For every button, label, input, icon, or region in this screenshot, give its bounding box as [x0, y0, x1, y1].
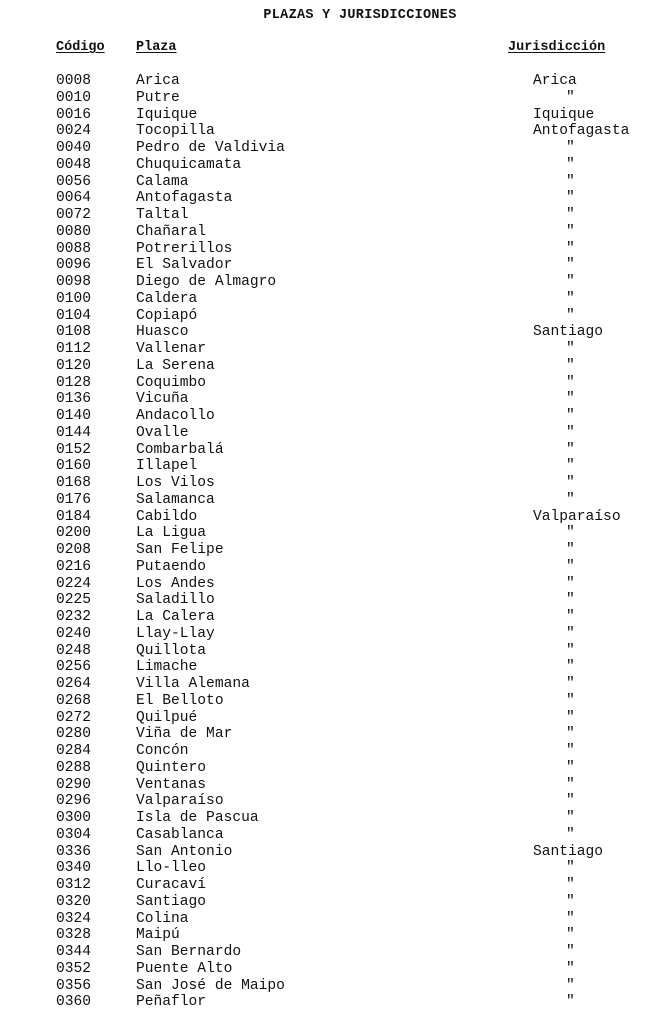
row-jurisdiction: "	[566, 910, 575, 927]
row-jurisdiction: Iquique	[533, 106, 595, 123]
row-jurisdiction: "	[566, 743, 575, 759]
row-code: 0290	[56, 776, 92, 793]
page-title: PLAZAS Y JURISDICCIONES	[263, 8, 457, 23]
row-jurisdiction: "	[566, 190, 575, 207]
row-jurisdiction: "	[566, 826, 575, 843]
row-plaza: Copiapó	[136, 307, 198, 324]
row-jurisdiction: "	[566, 89, 575, 106]
row-plaza: San José de Maipo	[136, 977, 285, 994]
table-row	[0, 760, 648, 777]
table-row	[0, 341, 648, 358]
row-jurisdiction: "	[566, 927, 575, 944]
table-row	[0, 492, 648, 509]
table-row	[0, 844, 648, 861]
row-code: 0264	[56, 676, 92, 692]
row-code: 0056	[56, 173, 92, 190]
row-code: 0240	[56, 625, 92, 642]
row-jurisdiction: "	[566, 391, 575, 408]
row-code: 0096	[56, 257, 92, 274]
row-code: 0136	[56, 391, 92, 408]
row-jurisdiction: "	[566, 290, 575, 307]
row-plaza: Tocopilla	[136, 123, 215, 140]
table-row	[0, 710, 648, 727]
row-plaza: Limache	[136, 659, 198, 676]
row-plaza: Maipú	[136, 927, 180, 944]
row-jurisdiction: "	[566, 659, 575, 676]
row-code: 0140	[56, 408, 92, 424]
table-row	[0, 174, 648, 191]
row-code: 0168	[56, 475, 92, 491]
row-jurisdiction: "	[566, 676, 575, 692]
row-code: 0104	[56, 307, 92, 324]
row-jurisdiction: "	[566, 810, 575, 826]
row-code: 0176	[56, 491, 92, 508]
table-row	[0, 224, 648, 241]
row-code: 0304	[56, 826, 92, 843]
row-code: 0152	[56, 441, 92, 458]
row-plaza: Illapel	[136, 458, 198, 475]
table-row	[0, 257, 648, 274]
row-plaza: Ventanas	[136, 776, 207, 793]
row-jurisdiction: "	[566, 726, 575, 743]
row-plaza: Saladillo	[136, 592, 215, 609]
table-row	[0, 207, 648, 224]
table-row	[0, 877, 648, 894]
row-jurisdiction: "	[566, 893, 575, 910]
row-code: 0284	[56, 743, 92, 759]
table-row	[0, 609, 648, 626]
table-row	[0, 542, 648, 559]
row-plaza: Colina	[136, 910, 189, 927]
row-jurisdiction: "	[566, 475, 575, 491]
row-jurisdiction: "	[566, 877, 575, 893]
row-plaza: Quillota	[136, 642, 207, 659]
table-row	[0, 509, 648, 526]
row-code: 0272	[56, 709, 92, 726]
row-plaza: Quintero	[136, 759, 207, 776]
table-row	[0, 961, 648, 978]
column-header-plaza: Plaza	[136, 40, 177, 55]
row-plaza: Pedro de Valdivia	[136, 140, 285, 156]
row-jurisdiction: "	[566, 223, 575, 240]
row-jurisdiction: "	[566, 207, 575, 223]
row-jurisdiction: Valparaíso	[533, 508, 621, 525]
table-row	[0, 810, 648, 827]
row-jurisdiction: "	[566, 357, 575, 374]
row-jurisdiction: "	[566, 173, 575, 190]
row-code: 0225	[56, 592, 92, 609]
row-plaza: Casablanca	[136, 826, 224, 843]
row-jurisdiction: "	[566, 759, 575, 776]
row-code: 0280	[56, 726, 92, 743]
table-row	[0, 827, 648, 844]
row-jurisdiction: "	[566, 408, 575, 424]
row-code: 0288	[56, 759, 92, 776]
table-row	[0, 107, 648, 124]
row-code: 0048	[56, 156, 92, 173]
row-code: 0200	[56, 525, 92, 542]
row-jurisdiction: "	[566, 609, 575, 625]
table-row	[0, 475, 648, 492]
row-code: 0360	[56, 994, 92, 1011]
row-jurisdiction: Arica	[533, 73, 577, 89]
row-jurisdiction: "	[566, 592, 575, 609]
row-plaza: Calama	[136, 173, 189, 190]
row-plaza: Caldera	[136, 290, 198, 307]
row-plaza: El Belloto	[136, 692, 224, 709]
table-row	[0, 894, 648, 911]
row-plaza: Chuquicamata	[136, 156, 242, 173]
table-row	[0, 743, 648, 760]
row-plaza: Andacollo	[136, 408, 215, 424]
row-plaza: Ovalle	[136, 424, 189, 441]
row-code: 0312	[56, 877, 92, 893]
row-plaza: Peñaflor	[136, 994, 207, 1011]
table-row	[0, 190, 648, 207]
table-row	[0, 676, 648, 693]
row-jurisdiction: "	[566, 156, 575, 173]
table-row	[0, 927, 648, 944]
row-plaza: Isla de Pascua	[136, 810, 259, 826]
row-jurisdiction: "	[566, 625, 575, 642]
table-row	[0, 308, 648, 325]
table-row	[0, 525, 648, 542]
table-row	[0, 726, 648, 743]
row-plaza: Huasco	[136, 324, 189, 341]
row-plaza: Viña de Mar	[136, 726, 233, 743]
table-row	[0, 458, 648, 475]
row-code: 0224	[56, 575, 92, 592]
row-code: 0108	[56, 324, 92, 341]
row-code: 0040	[56, 140, 92, 156]
row-jurisdiction: "	[566, 642, 575, 659]
row-code: 0300	[56, 810, 92, 826]
row-plaza: Vicuña	[136, 391, 189, 408]
row-plaza: Villa Alemana	[136, 676, 250, 692]
row-code: 0268	[56, 692, 92, 709]
row-code: 0160	[56, 458, 92, 475]
row-code: 0336	[56, 843, 92, 860]
row-jurisdiction: "	[566, 525, 575, 542]
row-jurisdiction: Antofagasta	[533, 123, 630, 140]
row-code: 0356	[56, 977, 92, 994]
table-row	[0, 793, 648, 810]
plaza-table	[0, 73, 648, 1011]
row-code: 0320	[56, 893, 92, 910]
row-plaza: San Felipe	[136, 542, 224, 558]
table-row	[0, 375, 648, 392]
row-plaza: Putaendo	[136, 558, 207, 575]
column-header-code: Código	[56, 40, 105, 55]
row-plaza: Concón	[136, 743, 189, 759]
row-code: 0216	[56, 558, 92, 575]
row-code: 0024	[56, 123, 92, 140]
table-row	[0, 442, 648, 459]
table-row	[0, 90, 648, 107]
table-row	[0, 291, 648, 308]
row-code: 0344	[56, 944, 92, 960]
row-jurisdiction: "	[566, 341, 575, 357]
table-row	[0, 911, 648, 928]
row-plaza: Los Vilos	[136, 475, 215, 491]
row-jurisdiction: "	[566, 240, 575, 257]
row-plaza: Diego de Almagro	[136, 274, 277, 290]
table-row	[0, 123, 648, 140]
table-row	[0, 626, 648, 643]
row-code: 0080	[56, 223, 92, 240]
row-plaza: Llay-Llay	[136, 625, 215, 642]
row-code: 0128	[56, 374, 92, 391]
row-plaza: Putre	[136, 89, 180, 106]
table-row	[0, 408, 648, 425]
row-jurisdiction: "	[566, 558, 575, 575]
row-jurisdiction: "	[566, 424, 575, 441]
row-code: 0112	[56, 341, 92, 357]
table-row	[0, 643, 648, 660]
row-code: 0296	[56, 793, 92, 810]
table-row	[0, 391, 648, 408]
row-jurisdiction: "	[566, 542, 575, 558]
table-row	[0, 140, 648, 157]
row-code: 0208	[56, 542, 92, 558]
row-plaza: Iquique	[136, 106, 198, 123]
row-plaza: Salamanca	[136, 491, 215, 508]
row-jurisdiction: "	[566, 793, 575, 810]
row-code: 0120	[56, 357, 92, 374]
row-jurisdiction: "	[566, 860, 575, 877]
row-code: 0016	[56, 106, 92, 123]
row-jurisdiction: "	[566, 274, 575, 290]
row-code: 0072	[56, 207, 92, 223]
row-jurisdiction: "	[566, 458, 575, 475]
row-plaza: Coquimbo	[136, 374, 207, 391]
row-code: 0008	[56, 73, 92, 89]
table-row	[0, 241, 648, 258]
row-code: 0232	[56, 609, 92, 625]
table-row	[0, 73, 648, 90]
row-plaza: El Salvador	[136, 257, 233, 274]
table-row	[0, 944, 648, 961]
row-jurisdiction: "	[566, 575, 575, 592]
table-row	[0, 860, 648, 877]
table-row	[0, 994, 648, 1011]
table-row	[0, 693, 648, 710]
row-plaza: Antofagasta	[136, 190, 233, 207]
row-code: 0100	[56, 290, 92, 307]
row-jurisdiction: Santiago	[533, 324, 604, 341]
table-row	[0, 358, 648, 375]
table-row	[0, 777, 648, 794]
row-jurisdiction: "	[566, 140, 575, 156]
row-code: 0184	[56, 508, 92, 525]
row-code: 0324	[56, 910, 92, 927]
row-plaza: La Serena	[136, 357, 215, 374]
row-jurisdiction: "	[566, 441, 575, 458]
table-row	[0, 576, 648, 593]
table-row	[0, 425, 648, 442]
row-jurisdiction: Santiago	[533, 843, 604, 860]
row-code: 0352	[56, 960, 92, 977]
row-jurisdiction: "	[566, 709, 575, 726]
row-plaza: La Ligua	[136, 525, 207, 542]
row-jurisdiction: "	[566, 977, 575, 994]
table-row	[0, 592, 648, 609]
row-plaza: Los Andes	[136, 575, 215, 592]
table-row	[0, 978, 648, 995]
row-jurisdiction: "	[566, 307, 575, 324]
row-jurisdiction: "	[566, 776, 575, 793]
table-row	[0, 659, 648, 676]
row-code: 0088	[56, 240, 92, 257]
row-jurisdiction: "	[566, 491, 575, 508]
row-plaza: Valparaíso	[136, 793, 224, 810]
row-plaza: San Antonio	[136, 843, 233, 860]
row-plaza: Combarbalá	[136, 441, 224, 458]
table-row	[0, 559, 648, 576]
row-code: 0340	[56, 860, 92, 877]
row-plaza: Potrerillos	[136, 240, 233, 257]
table-row	[0, 324, 648, 341]
row-jurisdiction: "	[566, 994, 575, 1011]
row-code: 0248	[56, 642, 92, 659]
row-plaza: La Calera	[136, 609, 215, 625]
row-code: 0328	[56, 927, 92, 944]
column-header-jurisdiction: Jurisdicción	[508, 40, 606, 55]
row-code: 0064	[56, 190, 92, 207]
row-plaza: Curacaví	[136, 877, 207, 893]
row-code: 0010	[56, 89, 92, 106]
row-plaza: Taltal	[136, 207, 189, 223]
row-jurisdiction: "	[566, 960, 575, 977]
row-plaza: Quilpué	[136, 709, 198, 726]
row-code: 0256	[56, 659, 92, 676]
row-plaza: Vallenar	[136, 341, 207, 357]
row-jurisdiction: "	[566, 692, 575, 709]
table-row	[0, 274, 648, 291]
row-jurisdiction: "	[566, 944, 575, 960]
row-plaza: San Bernardo	[136, 944, 242, 960]
table-row	[0, 157, 648, 174]
row-plaza: Puente Alto	[136, 960, 233, 977]
row-jurisdiction: "	[566, 374, 575, 391]
row-code: 0144	[56, 424, 92, 441]
row-plaza: Llo-lleo	[136, 860, 207, 877]
row-plaza: Chañaral	[136, 223, 207, 240]
row-jurisdiction: "	[566, 257, 575, 274]
row-plaza: Arica	[136, 73, 180, 89]
row-code: 0098	[56, 274, 92, 290]
row-plaza: Santiago	[136, 893, 207, 910]
row-plaza: Cabildo	[136, 508, 198, 525]
